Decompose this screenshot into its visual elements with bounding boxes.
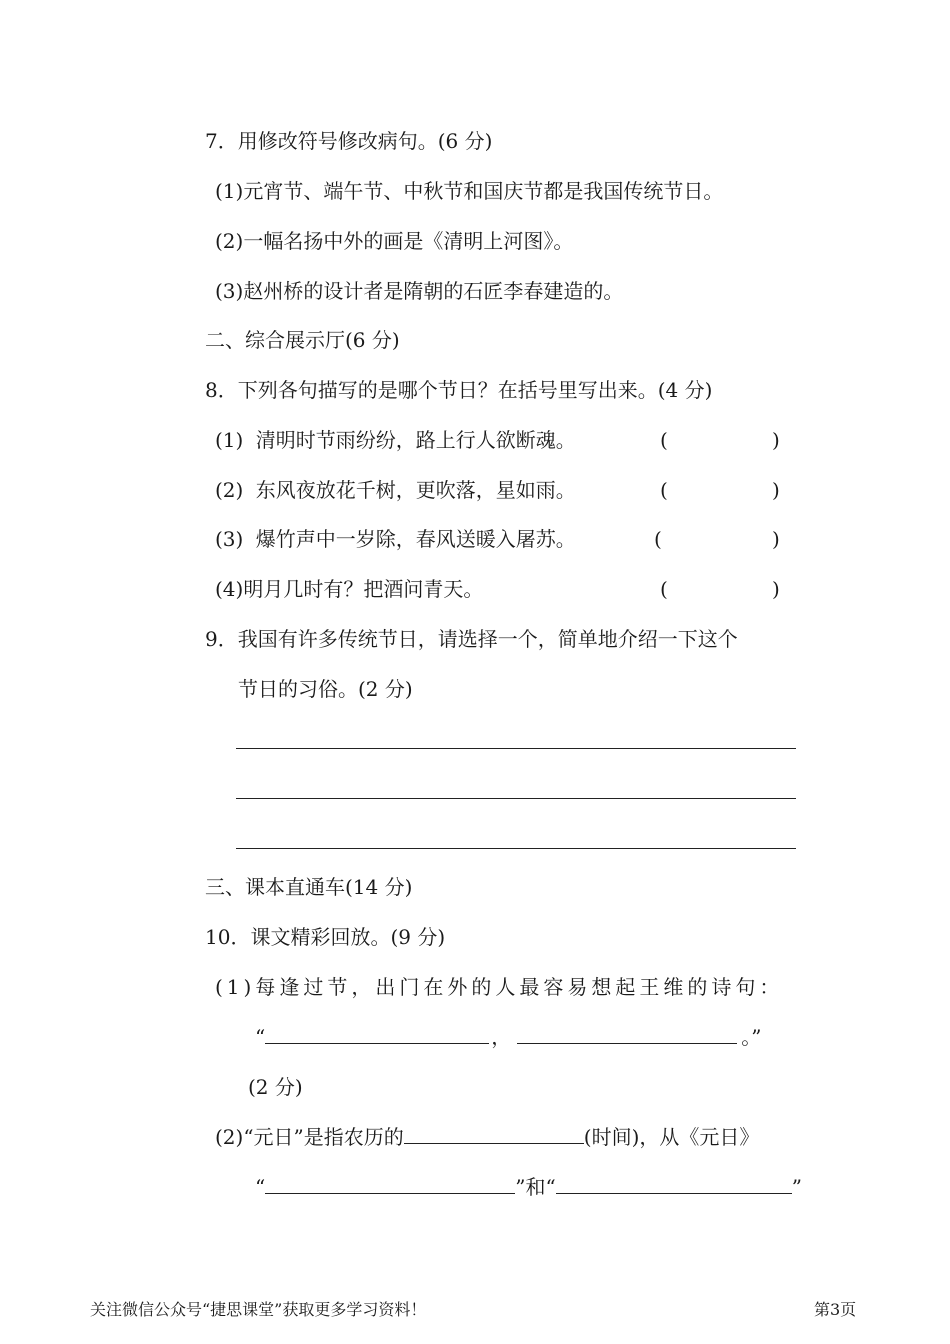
open-quote: “	[255, 1175, 266, 1199]
q8-answer-open-paren: (	[660, 577, 668, 601]
q10-item-2-line-2	[255, 1174, 802, 1200]
mid-quotes: ”和“	[515, 1175, 556, 1199]
q8-item-num: (4)	[215, 577, 244, 601]
poem-blank-2[interactable]	[517, 1025, 737, 1044]
q8-item-text: 东风夜放花千树，更吹落，星如雨。	[255, 478, 576, 502]
q8-answer-close-paren: )	[772, 527, 780, 551]
q8-item-2	[215, 477, 576, 503]
q8-item-3	[215, 526, 576, 552]
q9-prompt-line-1: 9．我国有许多传统节日，请选择一个，简单地介绍一下这个	[205, 627, 738, 651]
q7-item-1: (1)元宵节、端午节、中秋节和国庆节都是我国传统节日。	[215, 179, 724, 203]
footer-notice: 关注微信公众号“捷思课堂”获取更多学习资料！	[90, 1300, 427, 1319]
poem-blank-1[interactable]	[265, 1025, 489, 1044]
q8-item-text: 爆竹声中一岁除，春风送暖入屠苏。	[255, 527, 576, 551]
q8-item-1	[215, 427, 576, 453]
q10-item-2-suffix: (时间)，从《元日》	[583, 1125, 760, 1149]
q8-title: 8．下列各句描写的是哪个节日？在括号里写出来。(4 分)	[205, 378, 713, 402]
q7-title: 7．用修改符号修改病句。(6 分)	[205, 129, 493, 153]
quote-blank-2[interactable]	[556, 1175, 792, 1194]
section-3-heading: 三、课本直通车(14 分)	[205, 875, 413, 899]
close-quote: ”	[791, 1175, 802, 1199]
q10-item-1-score: (2 分)	[248, 1075, 303, 1099]
q8-item-num: (3)	[215, 527, 244, 551]
date-blank[interactable]	[404, 1125, 584, 1144]
q9-answer-line-1[interactable]	[236, 748, 796, 749]
q9-answer-line-3[interactable]	[236, 848, 796, 849]
open-quote: “	[255, 1025, 266, 1049]
q8-answer-close-paren: )	[772, 478, 780, 502]
q10-item-1-blanks	[255, 1024, 761, 1050]
quote-blank-1[interactable]	[265, 1175, 515, 1194]
q10-item-2-prefix: (2)“元日”是指农历的	[215, 1125, 404, 1149]
page-number: 第3页	[814, 1300, 857, 1319]
q9-answer-line-2[interactable]	[236, 798, 796, 799]
q9-prompt-line-2: 节日的习俗。(2 分)	[238, 677, 413, 701]
q10-item-2-line-1	[215, 1124, 759, 1150]
q8-item-num: (2)	[215, 478, 244, 502]
comma: ，	[491, 1025, 512, 1049]
q8-answer-open-paren: (	[660, 478, 668, 502]
q8-answer-close-paren: )	[772, 428, 780, 452]
q8-item-4	[215, 576, 483, 602]
q8-answer-open-paren: (	[654, 527, 662, 551]
q10-title: 10．课文精彩回放。(9 分)	[205, 925, 446, 949]
q8-answer-open-paren: (	[660, 428, 668, 452]
q7-item-2: (2)一幅名扬中外的画是《清明上河图》。	[215, 229, 574, 253]
q8-item-num: (1)	[215, 428, 244, 452]
q8-item-text: 清明时节雨纷纷，路上行人欲断魂。	[255, 428, 576, 452]
q7-item-3: (3)赵州桥的设计者是隋朝的石匠李春建造的。	[215, 279, 624, 303]
q10-item-1-line-1: (1)每逢过节，出门在外的人最容易想起王维的诗句：	[215, 975, 784, 999]
section-2-heading: 二、综合展示厅(6 分)	[205, 328, 400, 352]
close-quote: 。”	[741, 1025, 762, 1049]
q8-answer-close-paren: )	[772, 577, 780, 601]
q8-item-text: 明月几时有？把酒问青天。	[243, 577, 484, 601]
